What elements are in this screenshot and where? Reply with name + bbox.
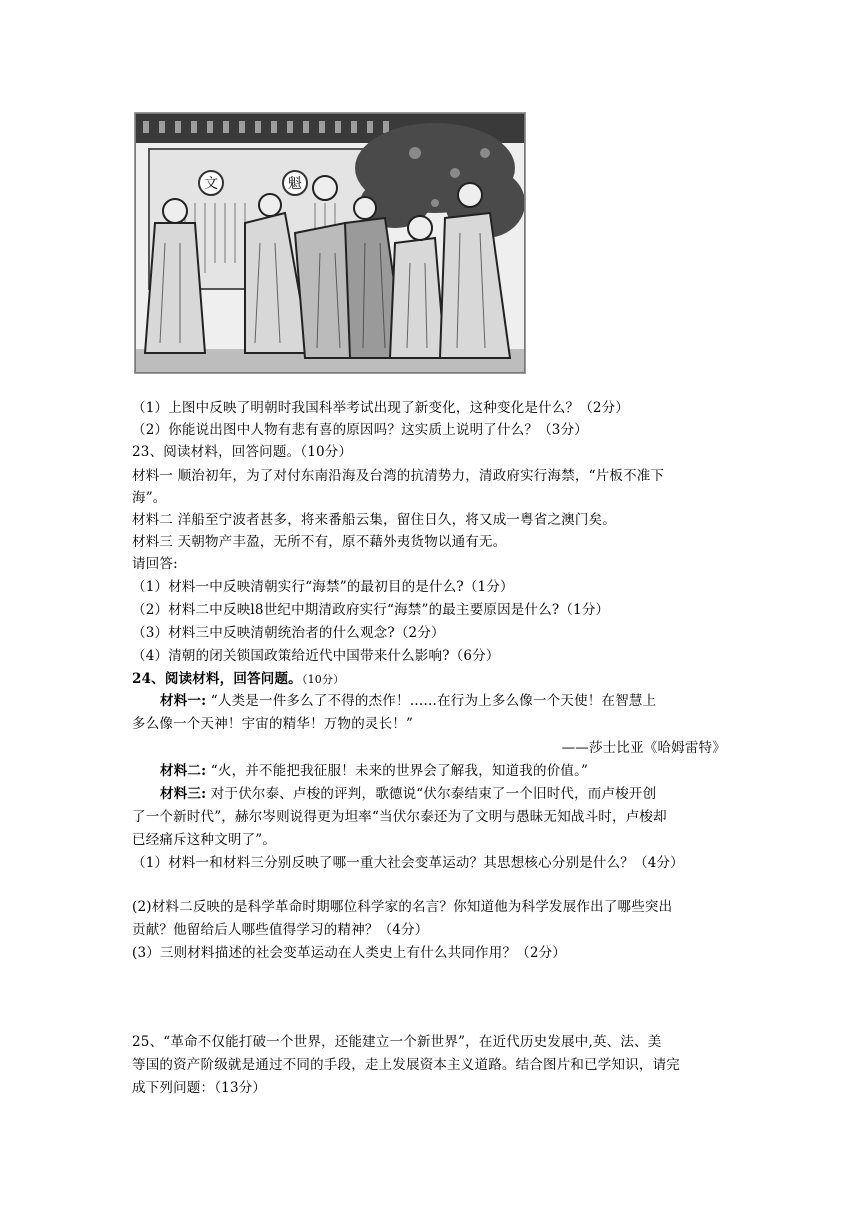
q24-material2-label: 材料二: [160, 763, 207, 779]
q24-material3 [160, 784, 656, 804]
q24-sub2-line2: 贡献？他留给后人哪些值得学习的精神？（4分） [132, 922, 429, 938]
q25-line3: 成下列问题：（13分） [132, 1080, 267, 1096]
q24-sub3: (3）三则材料描述的社会变革运动在人类史上有什么共同作用？（2分） [132, 945, 567, 961]
q23-sub1: （1）材料一中反映清朝实行“海禁”的最初目的是什么?（1分） [132, 579, 514, 595]
banner-char-left: 文 [204, 176, 218, 192]
q24-material3-label: 材料三: [160, 786, 207, 802]
q22-sub2: （2）你能说出图中人物有悲有喜的原因吗？这实质上说明了什么？（3分） [132, 422, 588, 438]
q22-sub1: （1）上图中反映了明朝时我国科举考试出现了新变化，这种变化是什么？（2分） [132, 400, 630, 416]
q24-sub1: （1）材料一和材料三分别反映了哪一重大社会变革运动？其思想核心分别是什么？（4分） [132, 855, 684, 871]
q23-material3: 材料三 天朝物产丰盈，无所不有，原不藉外夷货物以通有无。 [132, 534, 507, 550]
q25-line1: 25、“革命不仅能打破一个世界，还能建立一个新世界”，在近代历史发展中,英、法、美 [132, 1034, 662, 1050]
q24-material1-text: “人类是一件多么了不得的杰作！……在行为上多么像一个天使！在智慧上 [206, 693, 657, 709]
q23-sub2: （2）材料二中反映l8世纪中期清政府实行“海禁”的最主要原因是什么?（1分） [132, 602, 610, 618]
banner-char-right: 魁 [288, 176, 302, 192]
q24-material3-text: 对于伏尔泰、卢梭的评判，歌德说“伏尔泰结束了一个旧时代，而卢梭开创 [206, 786, 657, 802]
q24-heading-points: （10分） [301, 673, 345, 686]
q24-material1 [160, 691, 656, 711]
q24-material1-source: ——莎士比亚《哈姆雷特》 [561, 740, 726, 756]
q23-material1-line1: 材料一 顺治初年，为了对付东南沿海及台湾的抗清势力，清政府实行海禁，“片板不准下 [132, 468, 665, 484]
q23-sub3: （3）材料三中反映清朝统治者的什么观念?（2分） [132, 625, 445, 641]
q23-heading: 23、阅读材料，回答问题。（10分） [132, 444, 353, 460]
q23-material1-line2: 海”。 [132, 490, 167, 506]
q23-sub4: （4）清朝的闭关锁国政策给近代中国带来什么影响?（6分） [132, 648, 500, 664]
q24-material1-label: 材料一: [160, 693, 207, 709]
q24-material2-text: “火，并不能把我征服！未来的世界会了解我，知道我的价值。” [206, 763, 589, 779]
imperial-exam-results-illustration [134, 112, 526, 374]
q24-sub2-line1: (2)材料二反映的是科学革命时期哪位科学家的名言？你知道他为科学发展作出了哪些突出 [132, 899, 673, 915]
q25-line2: 等国的资产阶级就是通过不同的手段，走上发展资本主义道路。结合图片和已学知识，请完 [132, 1057, 680, 1073]
q24-heading-text: 24、阅读材料，回答问题。 [132, 671, 302, 687]
q24-material1-line2: 多么像一个天神！宇宙的精华！万物的灵长！” [132, 716, 414, 732]
q24-material3-line2: 了一个新时代”，赫尔岑则说得更为坦率“当伏尔泰还为了文明与愚昧无知战斗时，卢梭却 [132, 809, 667, 825]
woodcut-scene [135, 113, 525, 373]
q23-material2: 材料二 洋船至宁波者甚多，将来番船云集，留住日久，将又成一粤省之澳门矣。 [132, 512, 616, 528]
q24-material3-line3: 已经痛斥这种文明了”。 [132, 832, 277, 848]
q24-heading [132, 669, 344, 690]
q24-material2 [160, 761, 588, 781]
q23-prompt: 请回答: [132, 556, 178, 572]
